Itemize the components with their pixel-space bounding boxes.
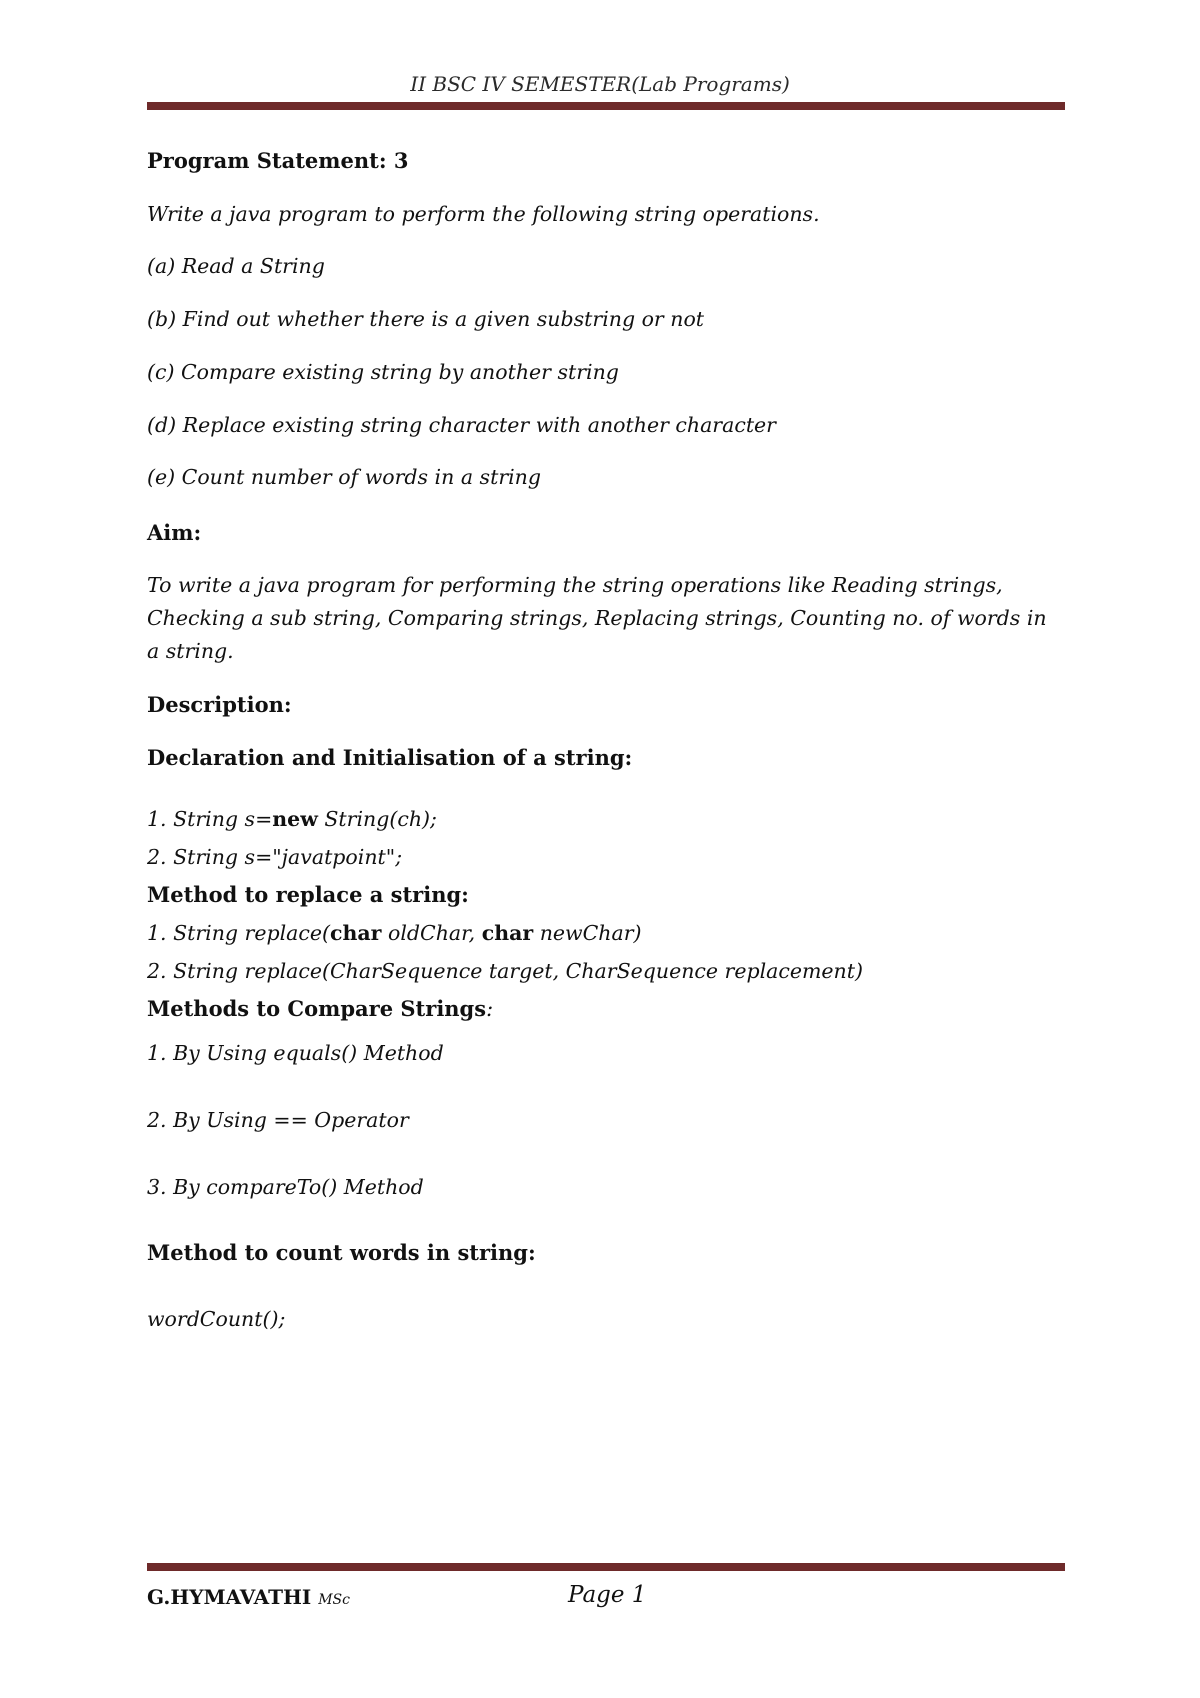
aim-text: To write a java program for performing the string operations like Reading strings, Checking a sub string, Comparing strings, Replacing strings, Counting no. of words in a string. — [147, 573, 1047, 663]
running-header: II BSC IV SEMESTER(Lab Programs) — [410, 72, 790, 96]
compare-heading — [147, 996, 493, 1021]
program-intro: Write a java program to perform the following string operations. — [147, 202, 820, 226]
footer-author — [147, 1585, 350, 1609]
program-item-c: (c) Compare existing string by another string — [147, 360, 619, 384]
declaration-line-1 — [147, 807, 437, 831]
declaration-line-2: 2. String s="javatpoint"; — [147, 845, 403, 869]
program-item-d: (d) Replace existing string character with another character — [147, 413, 776, 437]
compare-item-1: 1. By Using equals() Method — [147, 1041, 444, 1065]
program-heading: Program Statement: 3 — [147, 148, 409, 173]
header-rule — [147, 102, 1065, 110]
rep1-post: newChar) — [533, 921, 642, 945]
decl1-pre: 1. String s= — [147, 807, 273, 831]
compare-item-3: 3. By compareTo() Method — [147, 1175, 424, 1199]
decl1-post: String(ch); — [317, 807, 437, 831]
footer-rule — [147, 1563, 1065, 1571]
compare-heading-colon: : — [486, 997, 494, 1021]
compare-item-2: 2. By Using == Operator — [147, 1108, 409, 1132]
replace-heading: Method to replace a string: — [147, 882, 469, 907]
author-name: G.HYMAVATHI — [147, 1585, 312, 1609]
keyword-char-1: char — [330, 921, 382, 945]
replace-line-1 — [147, 921, 642, 945]
author-degree: MSc — [318, 1592, 350, 1608]
aim-heading: Aim: — [147, 520, 202, 545]
replace-line-2: 2. String replace(CharSequence target, CharSequence replacement) — [147, 959, 863, 983]
declaration-heading: Declaration and Initialisation of a string: — [147, 745, 633, 770]
program-item-b: (b) Find out whether there is a given substring or not — [147, 307, 705, 331]
keyword-new: new — [272, 807, 318, 831]
page-number: Page 1 — [568, 1582, 647, 1608]
program-item-a: (a) Read a String — [147, 254, 325, 278]
keyword-char-2: char — [481, 921, 534, 945]
count-heading: Method to count words in string: — [147, 1240, 536, 1265]
program-item-e: (e) Count number of words in a string — [147, 465, 541, 489]
description-heading: Description: — [147, 692, 292, 717]
compare-heading-text: Methods to Compare Strings — [147, 996, 487, 1021]
rep1-mid: oldChar, — [381, 921, 482, 945]
count-method: wordCount(); — [147, 1307, 286, 1331]
rep1-pre: 1. String replace( — [147, 921, 330, 945]
